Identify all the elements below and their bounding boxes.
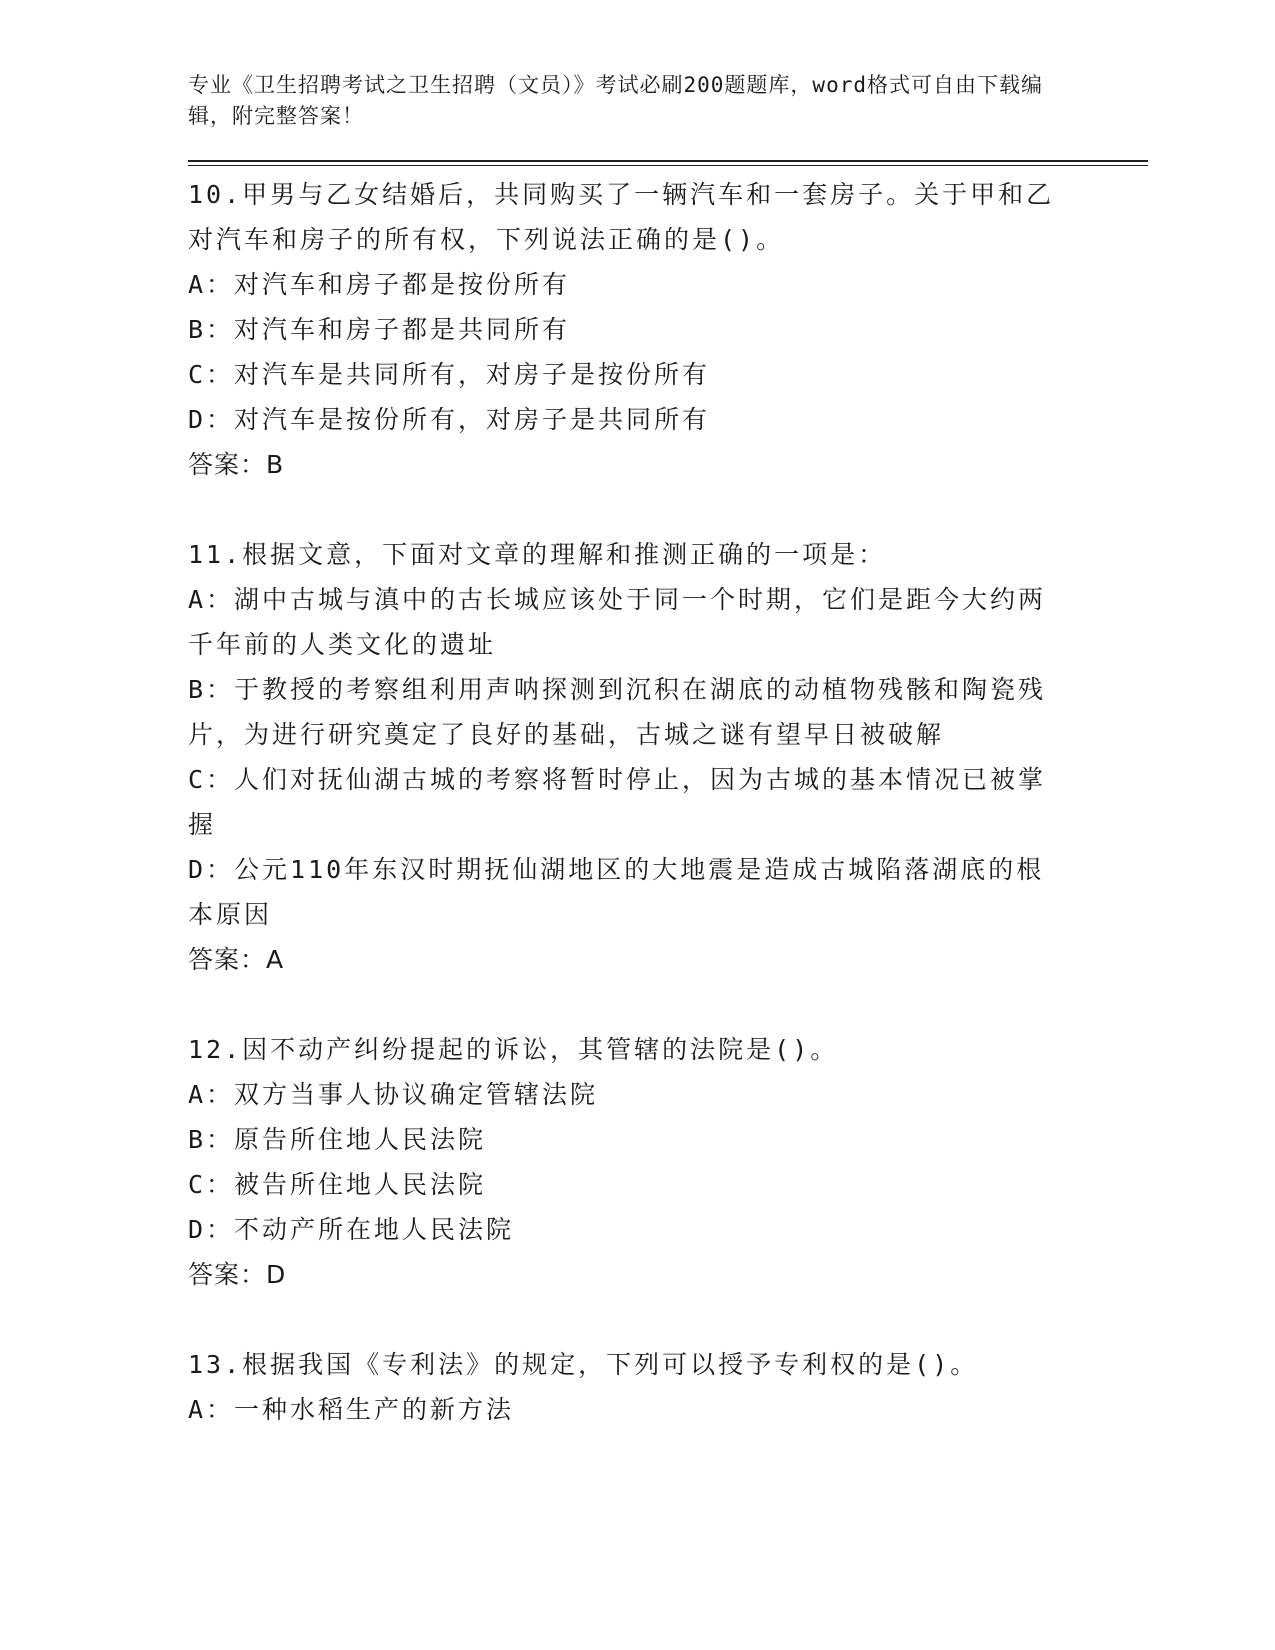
question-11 xyxy=(188,532,1068,982)
answer-line: 答案：D xyxy=(188,1260,287,1289)
question-stem: 10.甲男与乙女结婚后，共同购买了一辆汽车和一套房子。关于甲和乙对汽车和房子的所有权，下列说法正确的是()。 xyxy=(188,180,1055,254)
option-d: D：对汽车是按份所有，对房子是共同所有 xyxy=(188,405,711,434)
question-13 xyxy=(188,1342,1068,1432)
option-b: B：于教授的考察组利用声呐探测到沉积在湖底的动植物残骸和陶瓷残片，为进行研究奠定了良好的基础，古城之谜有望早日被破解 xyxy=(188,675,1047,749)
question-stem: 13.根据我国《专利法》的规定，下列可以授予专利权的是()。 xyxy=(188,1350,979,1379)
document-page xyxy=(188,70,1148,1432)
option-b: B：原告所住地人民法院 xyxy=(188,1125,487,1154)
header-divider xyxy=(188,160,1148,166)
option-a: A：湖中古城与滇中的古长城应该处于同一个时期，它们是距今大约两千年前的人类文化的遗址 xyxy=(188,585,1047,659)
option-a: A：对汽车和房子都是按份所有 xyxy=(188,270,571,299)
document-intro: 专业《卫生招聘考试之卫生招聘（文员）》考试必刷200题题库，word格式可自由下载编辑，附完整答案！ xyxy=(188,73,1043,128)
option-b: B：对汽车和房子都是共同所有 xyxy=(188,315,571,344)
question-10 xyxy=(188,172,1068,487)
answer-line: 答案：A xyxy=(188,945,285,974)
option-c: C：对汽车是共同所有，对房子是按份所有 xyxy=(188,360,711,389)
option-c: C：人们对抚仙湖古城的考察将暂时停止，因为古城的基本情况已被掌握 xyxy=(188,765,1047,839)
answer-line: 答案：B xyxy=(188,450,285,479)
option-a: A：一种水稻生产的新方法 xyxy=(188,1395,515,1424)
question-12 xyxy=(188,1027,1068,1297)
option-a: A：双方当事人协议确定管辖法院 xyxy=(188,1080,599,1109)
option-c: C：被告所住地人民法院 xyxy=(188,1170,487,1199)
option-d: D：公元110年东汉时期抚仙湖地区的大地震是造成古城陷落湖底的根本原因 xyxy=(188,855,1045,929)
question-list xyxy=(188,172,1068,1432)
question-stem: 11.根据文意，下面对文章的理解和推测正确的一项是： xyxy=(188,540,887,569)
question-stem: 12.因不动产纠纷提起的诉讼，其管辖的法院是()。 xyxy=(188,1035,839,1064)
option-d: D：不动产所在地人民法院 xyxy=(188,1215,515,1244)
